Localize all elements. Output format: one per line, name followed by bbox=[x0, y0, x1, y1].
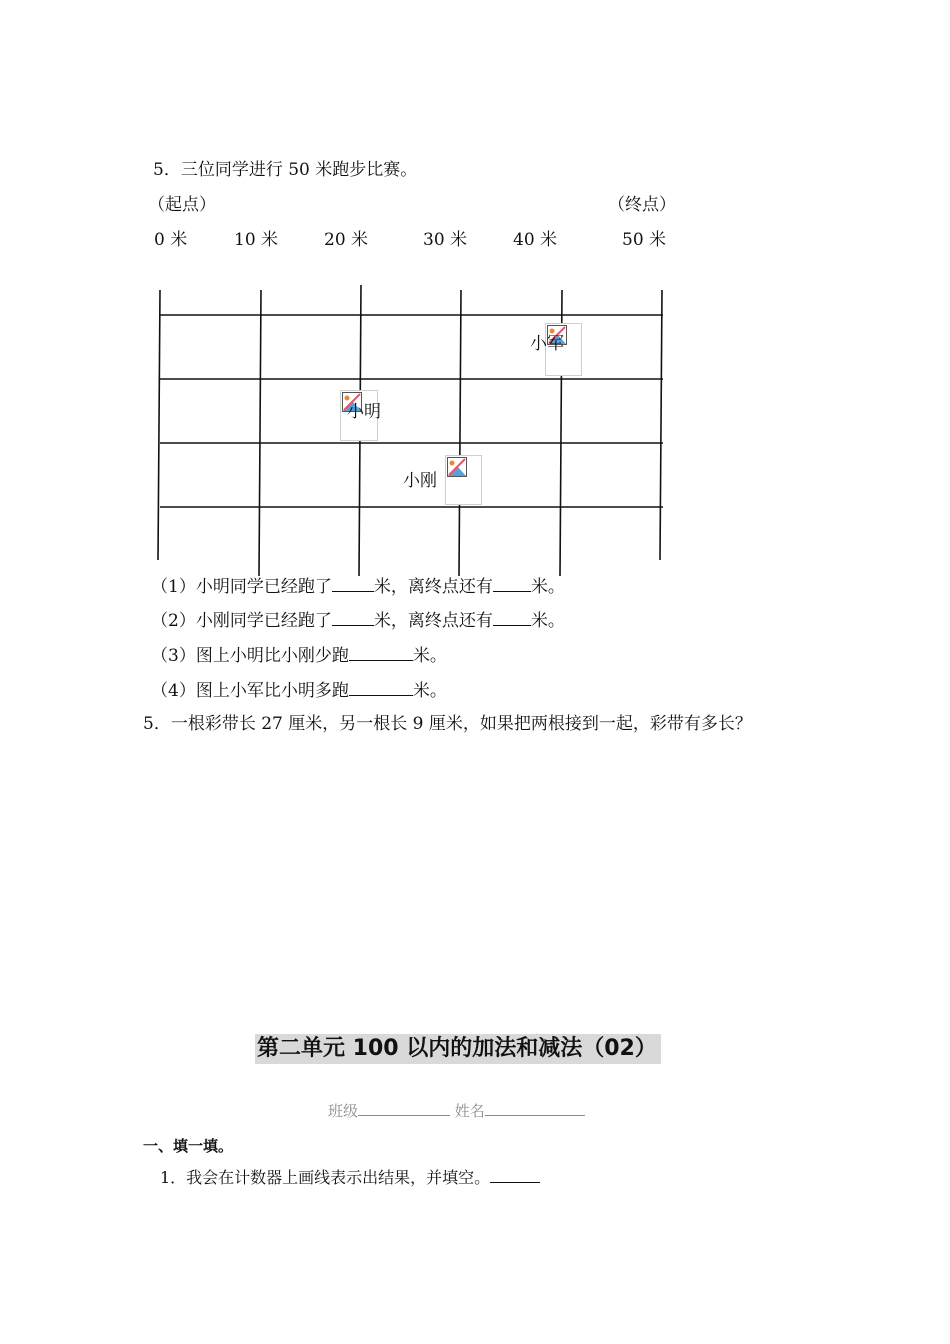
question-1 bbox=[151, 577, 565, 596]
question-3 bbox=[151, 646, 447, 665]
image-placeholder-icon bbox=[447, 457, 467, 477]
question-text: （3）图上小明比小刚少跑 bbox=[151, 646, 349, 666]
answer-blank[interactable] bbox=[332, 611, 374, 626]
question-text: 米。 bbox=[530, 577, 565, 597]
answer-blank[interactable] bbox=[349, 646, 413, 661]
problem-2-text: 5．一根彩带长 27 厘米，另一根长 9 厘米，如果把两根接到一起，彩带有多长？ bbox=[143, 714, 752, 734]
distance-mark: 30 米 bbox=[423, 230, 468, 250]
runner-label-xiaojun: 小军 bbox=[530, 334, 564, 354]
distance-mark: 40 米 bbox=[513, 230, 558, 250]
question-text: （4）图上小军比小明多跑 bbox=[151, 681, 349, 701]
question-text: （1）小明同学已经跑了 bbox=[151, 577, 332, 597]
question-text: 米。 bbox=[530, 611, 565, 631]
distance-mark: 10 米 bbox=[234, 230, 279, 250]
question-text: （2）小刚同学已经跑了 bbox=[151, 611, 332, 631]
question-text: 米，离终点还有 bbox=[373, 577, 493, 597]
distance-mark: 20 米 bbox=[324, 230, 369, 250]
section-heading: 一、填一填。 bbox=[143, 1137, 234, 1155]
name-field[interactable] bbox=[485, 1103, 585, 1116]
distance-mark: 50 米 bbox=[622, 230, 667, 250]
start-label: （起点） bbox=[148, 195, 216, 215]
runner-label-xiaogang: 小刚 bbox=[403, 471, 437, 491]
class-field[interactable] bbox=[358, 1103, 450, 1116]
distance-mark: 0 米 bbox=[154, 230, 188, 250]
runner-image bbox=[445, 455, 482, 505]
question-text: 米。 bbox=[412, 646, 447, 666]
class-label: 班级 bbox=[328, 1102, 359, 1120]
problem-heading: 5．三位同学进行 50 米跑步比赛。 bbox=[153, 160, 418, 180]
question-2 bbox=[151, 611, 565, 630]
question-text: 米。 bbox=[412, 681, 447, 701]
runner-label-xiaoming: 小明 bbox=[347, 402, 381, 422]
answer-blank[interactable] bbox=[493, 577, 531, 592]
question-text: 米，离终点还有 bbox=[373, 611, 493, 631]
item-text: 1．我会在计数器上画线表示出结果，并填空。 bbox=[160, 1168, 491, 1187]
track-grid bbox=[0, 0, 950, 600]
end-label: （终点） bbox=[608, 195, 676, 215]
answer-blank[interactable] bbox=[490, 1168, 540, 1183]
section-item-1 bbox=[160, 1168, 540, 1186]
answer-blank[interactable] bbox=[493, 611, 531, 626]
student-info bbox=[328, 1100, 585, 1121]
unit-title: 第二单元 100 以内的加法和减法（02） bbox=[255, 1034, 661, 1064]
answer-blank[interactable] bbox=[332, 577, 374, 592]
answer-blank[interactable] bbox=[349, 681, 413, 696]
name-label: 姓名 bbox=[454, 1102, 485, 1120]
question-4 bbox=[151, 681, 447, 700]
